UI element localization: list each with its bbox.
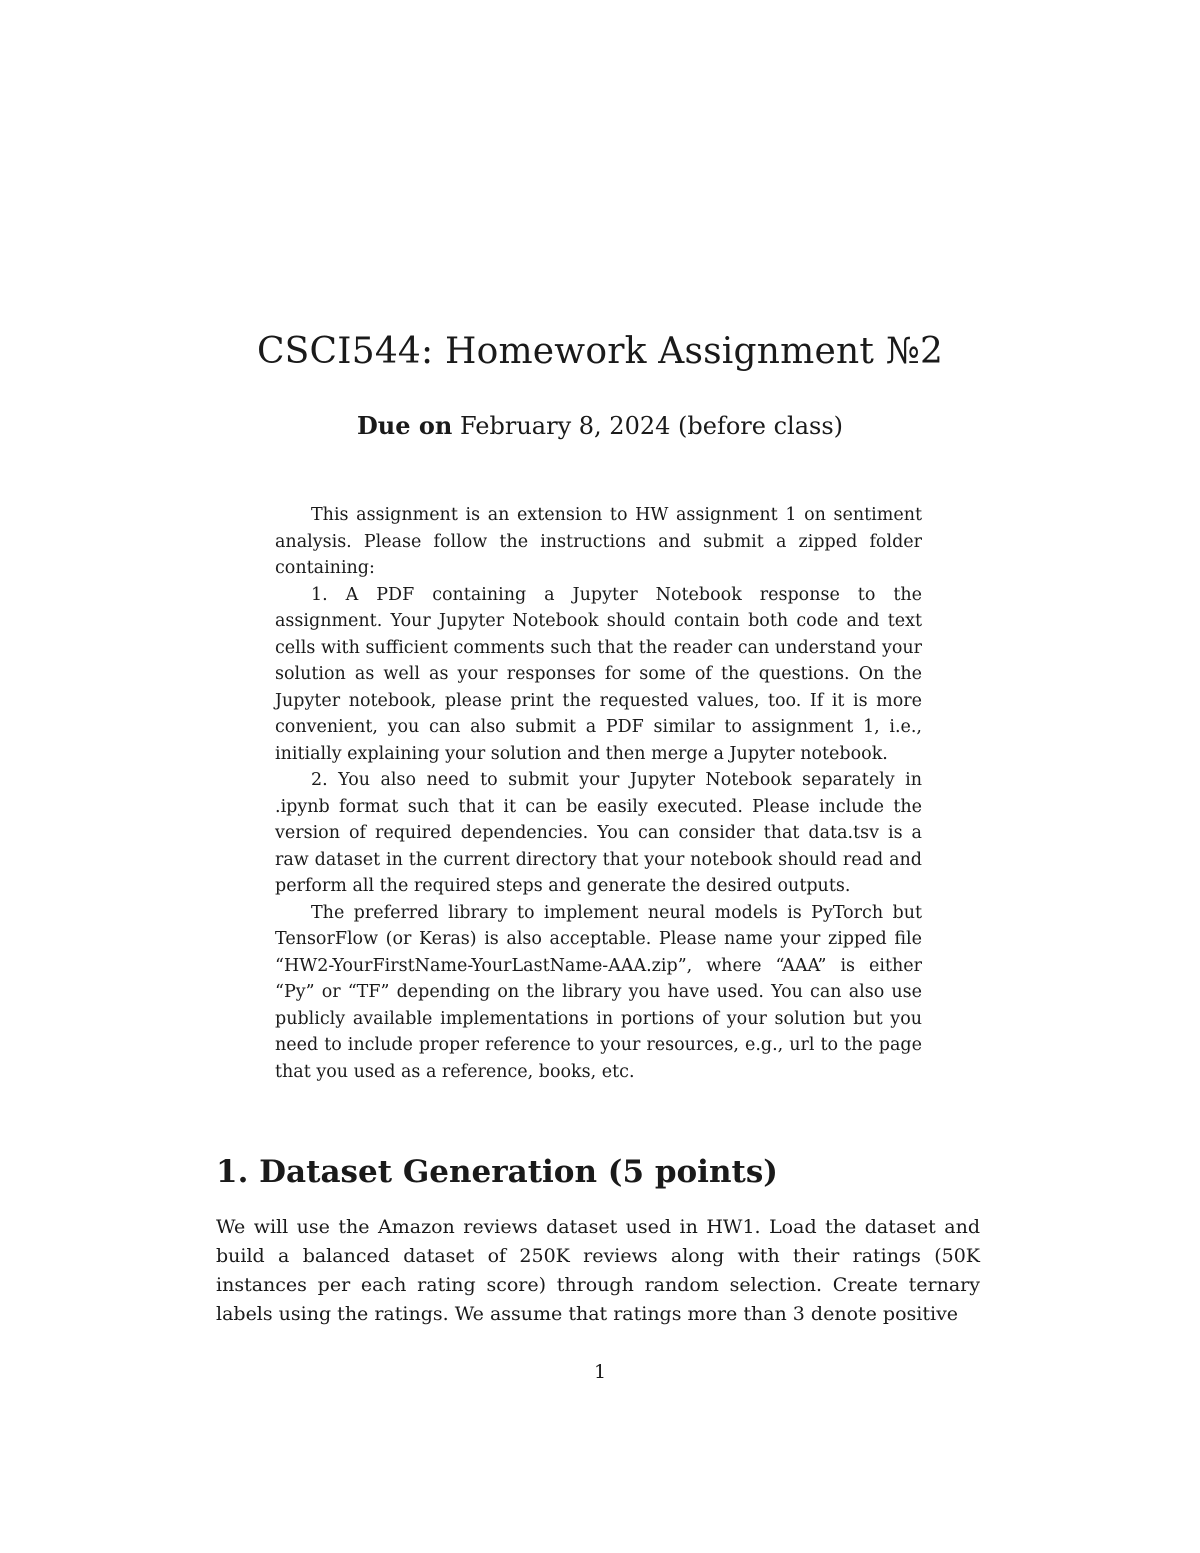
abstract-paragraph-item-2: 2. You also need to submit your Jupyter Notebook separately in .ipynb format such that it can be easily executed. Please include the version of required dependencies. You can consider that data.tsv is a raw dataset in the current directory that your notebook should read and perform all the required steps and generate the desired outputs. [275,770,922,896]
due-date: February 8, 2024 (before class) [459,412,843,440]
abstract-paragraph-library: The preferred library to implement neural models is PyTorch but TensorFlow (or Keras) is also acceptable. Please name your zipped file “HW2-YourFirstName-YourLastName-AAA.zip”, where “AAA” is either “Py” or “TF” depending on the library you have used. You can also use publicly available implementations in portions of your solution but you need to include proper reference to your resources, e.g., url to the page that you used as a reference, books, etc. [275,902,922,1082]
abstract-paragraph-intro: This assignment is an extension to HW assignment 1 on sentiment analysis. Please follow the instructions and submit a zipped folder containing: [275,505,922,578]
section-body-dataset-generation: We will use the Amazon reviews dataset used in HW1. Load the dataset and build a balanced dataset of 250K reviews along with their ratings (50K instances per each rating score) through random selection. Create ternary labels using the ratings. We assume that ratings more than 3 denote positive [216,1216,980,1325]
document-title: CSCI544: Homework Assignment №2 [256,331,944,372]
due-date-line [0,408,1200,444]
abstract [275,502,922,1085]
page-number: 1 [593,1361,607,1383]
section-heading-dataset-generation: 1. Dataset Generation (5 points) [216,1154,778,1190]
abstract-paragraph-item-1: 1. A PDF containing a Jupyter Notebook response to the assignment. Your Jupyter Notebook should contain both code and text cells with sufficient comments such that the reader can understand your solution as well as your responses for some of the questions. On the Jupyter notebook, please print the requested values, too. If it is more convenient, you can also submit a PDF similar to assignment 1, i.e., initially explaining your solution and then merge a Jupyter notebook. [275,584,922,764]
due-label: Due on [356,411,453,440]
